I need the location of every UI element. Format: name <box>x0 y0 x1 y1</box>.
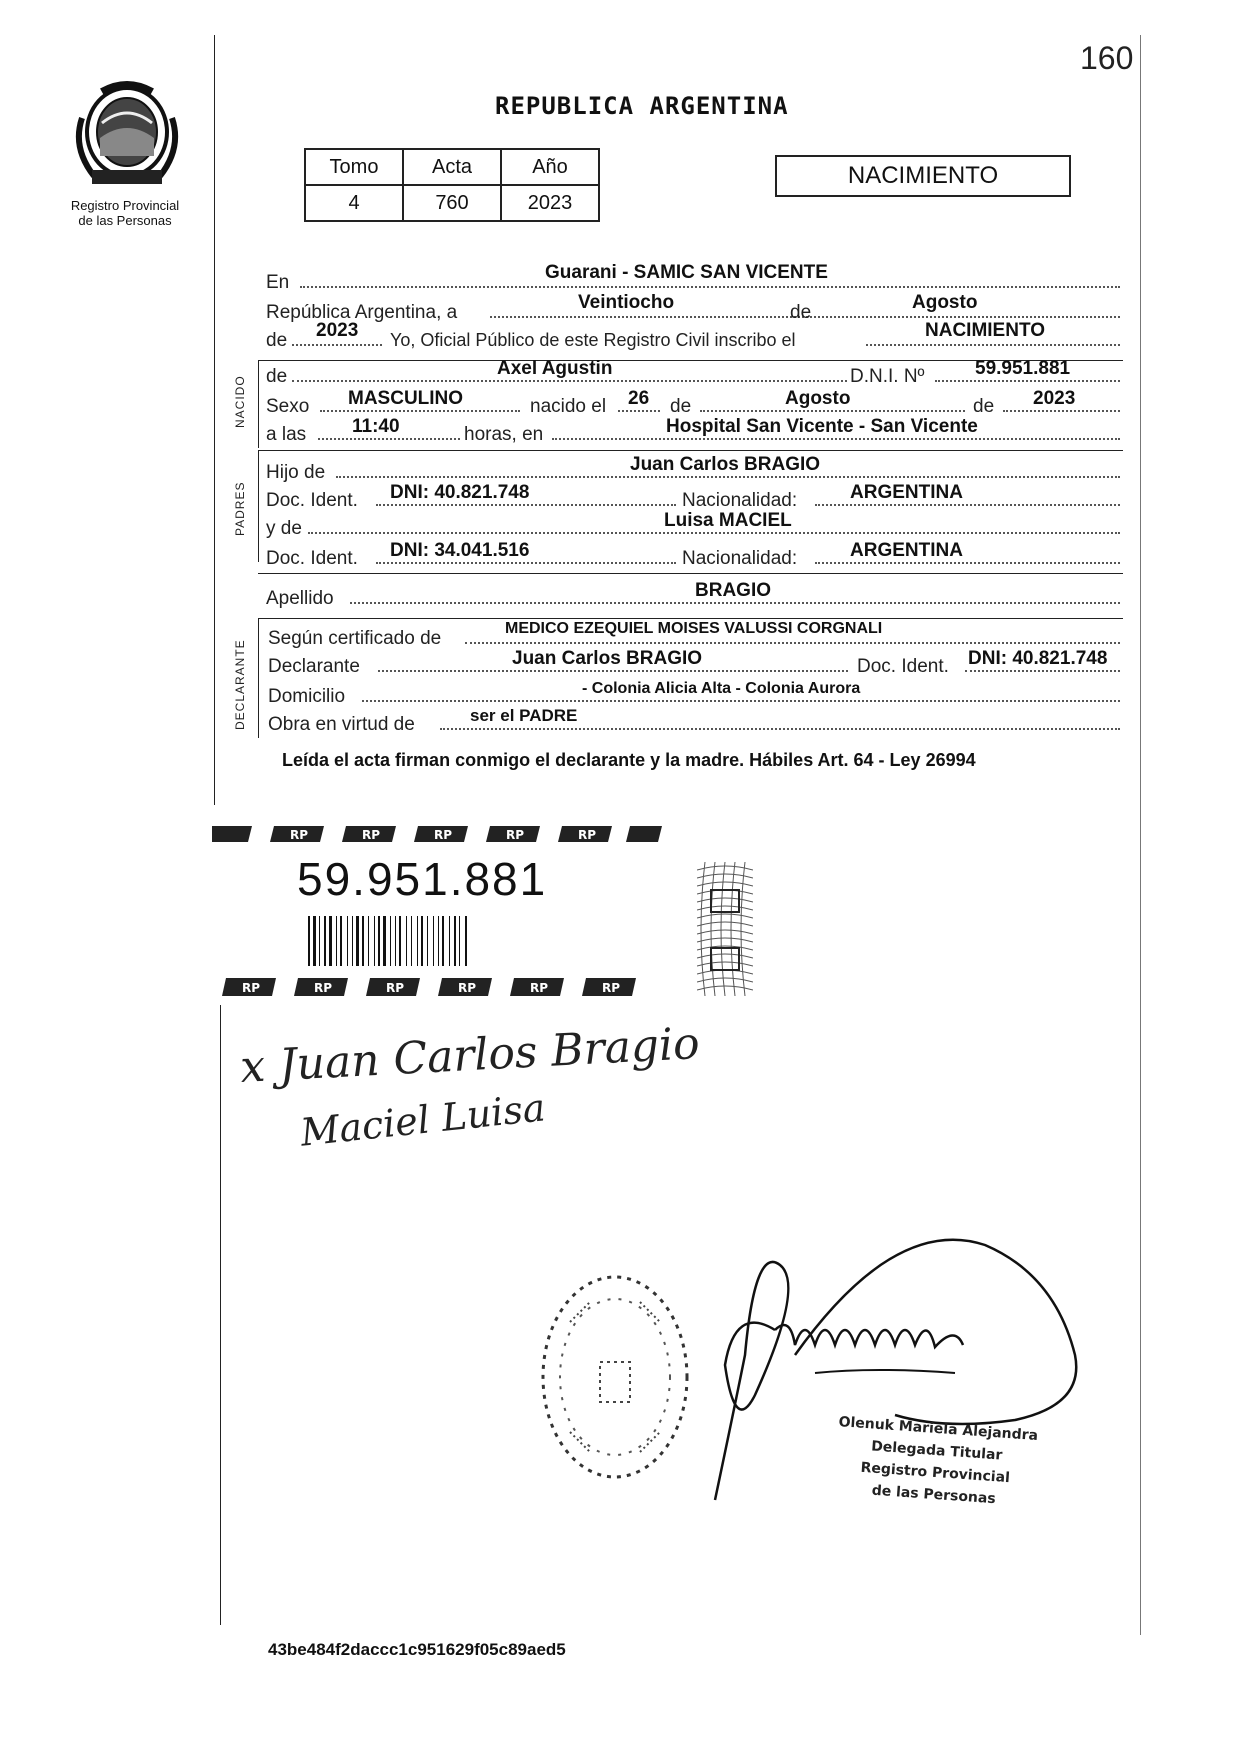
document-hash: 43be484f2daccc1c951629f05c89aed5 <box>268 1640 566 1659</box>
mother-nat-label: Nacionalidad: <box>682 548 798 569</box>
de-label: de <box>790 302 812 323</box>
dni-label: D.N.I. Nº <box>850 366 925 387</box>
value-acta: 760 <box>403 185 501 221</box>
barcode-bar <box>374 916 375 966</box>
barcode-bar <box>406 916 407 966</box>
apellido-value: BRAGIO <box>695 580 771 601</box>
dotted-line <box>440 728 1120 730</box>
apellido-label: Apellido <box>266 588 334 609</box>
nacido-section-label: NACIDO <box>233 375 247 428</box>
handwritten-mother-signature: Maciel Luisa <box>298 1085 548 1155</box>
birth-time: 11:40 <box>352 416 400 437</box>
hologram-seal <box>697 862 753 996</box>
barcode-bar <box>378 916 380 966</box>
dotted-line <box>465 642 1120 644</box>
dotted-line <box>292 380 847 382</box>
barcode-bar <box>390 916 391 966</box>
dotted-line <box>320 410 520 412</box>
dotted-line <box>308 532 1120 534</box>
country-title: REPUBLICA ARGENTINA <box>495 92 789 120</box>
cert-value: MEDICO EZEQUIEL MOISES VALUSSI CORGNALI <box>505 620 883 637</box>
barcode-bar <box>319 916 320 966</box>
month-value: Agosto <box>912 292 978 313</box>
official-title: Delegada Titular <box>870 1438 1003 1464</box>
page-number: 160 <box>1080 40 1134 76</box>
barcode-bar <box>347 916 348 966</box>
band-text: RP <box>362 828 381 842</box>
birth-year: 2023 <box>1033 388 1076 409</box>
barcode-bar <box>313 916 316 966</box>
hijo-label: Hijo de <box>266 462 326 483</box>
father-doc-label: Doc. Ident. <box>266 490 358 511</box>
sexo-label: Sexo <box>266 396 310 417</box>
barcode-bar <box>383 916 386 966</box>
act-value: NACIMIENTO <box>925 320 1045 341</box>
section-divider <box>258 450 1123 451</box>
barcode-bar <box>421 916 423 966</box>
declarante-doc: DNI: 40.821.748 <box>968 648 1108 669</box>
registry-name <box>50 198 200 228</box>
father-nationality: ARGENTINA <box>850 482 963 503</box>
reference-table <box>304 148 600 222</box>
barcode-bar <box>356 916 359 966</box>
dotted-line <box>376 562 676 564</box>
de-label-3: de <box>670 396 692 417</box>
band-text: RP <box>530 981 549 995</box>
declarante-section-label: DECLARANTE <box>233 639 247 730</box>
birth-month: Agosto <box>785 388 851 409</box>
dotted-line <box>362 700 1120 702</box>
nacido-el-label: nacido el <box>530 396 607 417</box>
barcode-bar <box>368 916 369 966</box>
year-value: 2023 <box>316 320 359 341</box>
official-registry-2: de las Personas <box>871 1482 997 1508</box>
closing-text: Leída el acta firman conmigo el declarante y la madre. Hábiles Art. 64 - Ley 26994 <box>282 750 976 770</box>
child-name: Axel Agustin <box>497 358 613 379</box>
right-margin-rule <box>1140 35 1141 1635</box>
barcode-bar <box>336 916 337 966</box>
cert-label: Según certificado de <box>268 628 442 649</box>
official-registry: Registro Provincial <box>860 1459 1011 1487</box>
father-doc: DNI: 40.821.748 <box>390 482 530 503</box>
officer-text: Yo, Oficial Público de este Registro Civil inscribo el <box>390 330 796 350</box>
obra-value: ser el PADRE <box>470 706 578 725</box>
registry-line2: de las Personas <box>78 213 172 228</box>
barcode-bar <box>433 916 434 966</box>
barcode-bar <box>465 916 467 966</box>
declarante-name: Juan Carlos BRAGIO <box>512 648 703 669</box>
barcode-bar <box>442 916 444 966</box>
section-bracket <box>258 450 259 562</box>
padres-section-label: PADRES <box>233 481 247 536</box>
father-name: Juan Carlos BRAGIO <box>630 454 821 475</box>
section-divider <box>258 618 1123 619</box>
section-bracket <box>258 360 259 448</box>
barcode-bar <box>399 916 401 966</box>
dotted-line <box>318 438 460 440</box>
band-text: RP <box>458 981 477 995</box>
handwritten-father-signature: x Juan Carlos Bragio <box>238 1018 701 1093</box>
dotted-line <box>618 410 660 412</box>
nacido-de-label: de <box>266 366 288 387</box>
band-text: RP <box>578 828 597 842</box>
header-ano: Año <box>501 149 599 185</box>
dotted-line <box>300 286 1120 288</box>
barcode-bar <box>329 916 332 966</box>
dotted-line <box>866 344 1120 346</box>
declarante-doc-label: Doc. Ident. <box>857 656 949 677</box>
dotted-line <box>336 476 1120 478</box>
registry-line1: Registro Provincial <box>70 198 180 213</box>
value-tomo: 4 <box>305 185 403 221</box>
barcode-bar <box>340 916 342 966</box>
dotted-line <box>965 670 1120 672</box>
de-label-4: de <box>973 396 995 417</box>
en-label: En <box>266 272 290 293</box>
province-seal <box>72 78 182 190</box>
mother-doc-label: Doc. Ident. <box>266 548 358 569</box>
place-value: Guarani - SAMIC SAN VICENTE <box>545 262 828 283</box>
birth-place: Hospital San Vicente - San Vicente <box>666 416 978 437</box>
dotted-line <box>815 562 1120 564</box>
section-bracket <box>258 618 259 738</box>
sexo-value: MASCULINO <box>348 388 464 409</box>
barcode-bar <box>352 916 353 966</box>
barcode-bar <box>427 916 428 966</box>
band-text: RP <box>314 981 333 995</box>
official-name: Olenuk Mariela Alejandra <box>838 1414 1039 1445</box>
horas-label: horas, en <box>464 424 544 445</box>
id-sticker <box>212 822 662 1002</box>
header-acta: Acta <box>403 149 501 185</box>
barcode-bar <box>449 916 450 966</box>
security-band-top <box>212 822 662 846</box>
mother-nationality: ARGENTINA <box>850 540 963 561</box>
band-text: RP <box>386 981 405 995</box>
band-text: RP <box>242 981 261 995</box>
band-text: RP <box>602 981 621 995</box>
official-round-stamp <box>530 1262 700 1492</box>
security-band-bottom <box>212 974 662 1000</box>
mother-name: Luisa MACIEL <box>664 510 792 531</box>
barcode-bar <box>417 916 418 966</box>
left-margin-rule-lower <box>220 1005 221 1625</box>
birth-day: 26 <box>628 388 650 409</box>
sticker-number: 59.951.881 <box>297 853 548 905</box>
band-text: RP <box>434 828 453 842</box>
barcode <box>308 916 548 966</box>
header-tomo: Tomo <box>305 149 403 185</box>
declarante-label: Declarante <box>268 656 360 677</box>
dotted-line <box>815 504 1120 506</box>
act-type-box: NACIMIENTO <box>775 155 1071 197</box>
dotted-line <box>378 670 848 672</box>
obra-label: Obra en virtud de <box>268 714 415 735</box>
day-words: Veintiocho <box>578 292 675 313</box>
republica-label: República Argentina, a <box>266 302 458 323</box>
dotted-line <box>935 380 1120 382</box>
barcode-bar <box>395 916 396 966</box>
barcode-bar <box>324 916 326 966</box>
value-ano: 2023 <box>501 185 599 221</box>
dotted-line <box>292 344 382 346</box>
official-text-stamp <box>803 1409 1069 1515</box>
band-text: RP <box>506 828 525 842</box>
dotted-line <box>376 504 676 506</box>
child-dni: 59.951.881 <box>975 358 1071 379</box>
y-de-label: y de <box>266 518 302 539</box>
barcode-bar <box>438 916 439 966</box>
barcode-bar <box>459 916 460 966</box>
band-text: RP <box>290 828 309 842</box>
barcode-bar <box>411 916 412 966</box>
mother-doc: DNI: 34.041.516 <box>390 540 530 561</box>
barcode-bar <box>308 916 310 966</box>
dotted-line <box>700 410 965 412</box>
section-divider <box>258 573 1123 574</box>
domicilio-value: - Colonia Alicia Alta - Colonia Aurora <box>582 680 861 697</box>
de-label-2: de <box>266 330 288 351</box>
barcode-bar <box>362 916 364 966</box>
a-las-label: a las <box>266 424 307 445</box>
domicilio-label: Domicilio <box>268 686 346 707</box>
barcode-bar <box>454 916 456 966</box>
dotted-line <box>350 602 1120 604</box>
father-nat-label: Nacionalidad: <box>682 490 798 511</box>
dotted-line <box>552 438 1120 440</box>
dotted-line <box>1003 410 1120 412</box>
left-margin-rule <box>214 35 215 805</box>
